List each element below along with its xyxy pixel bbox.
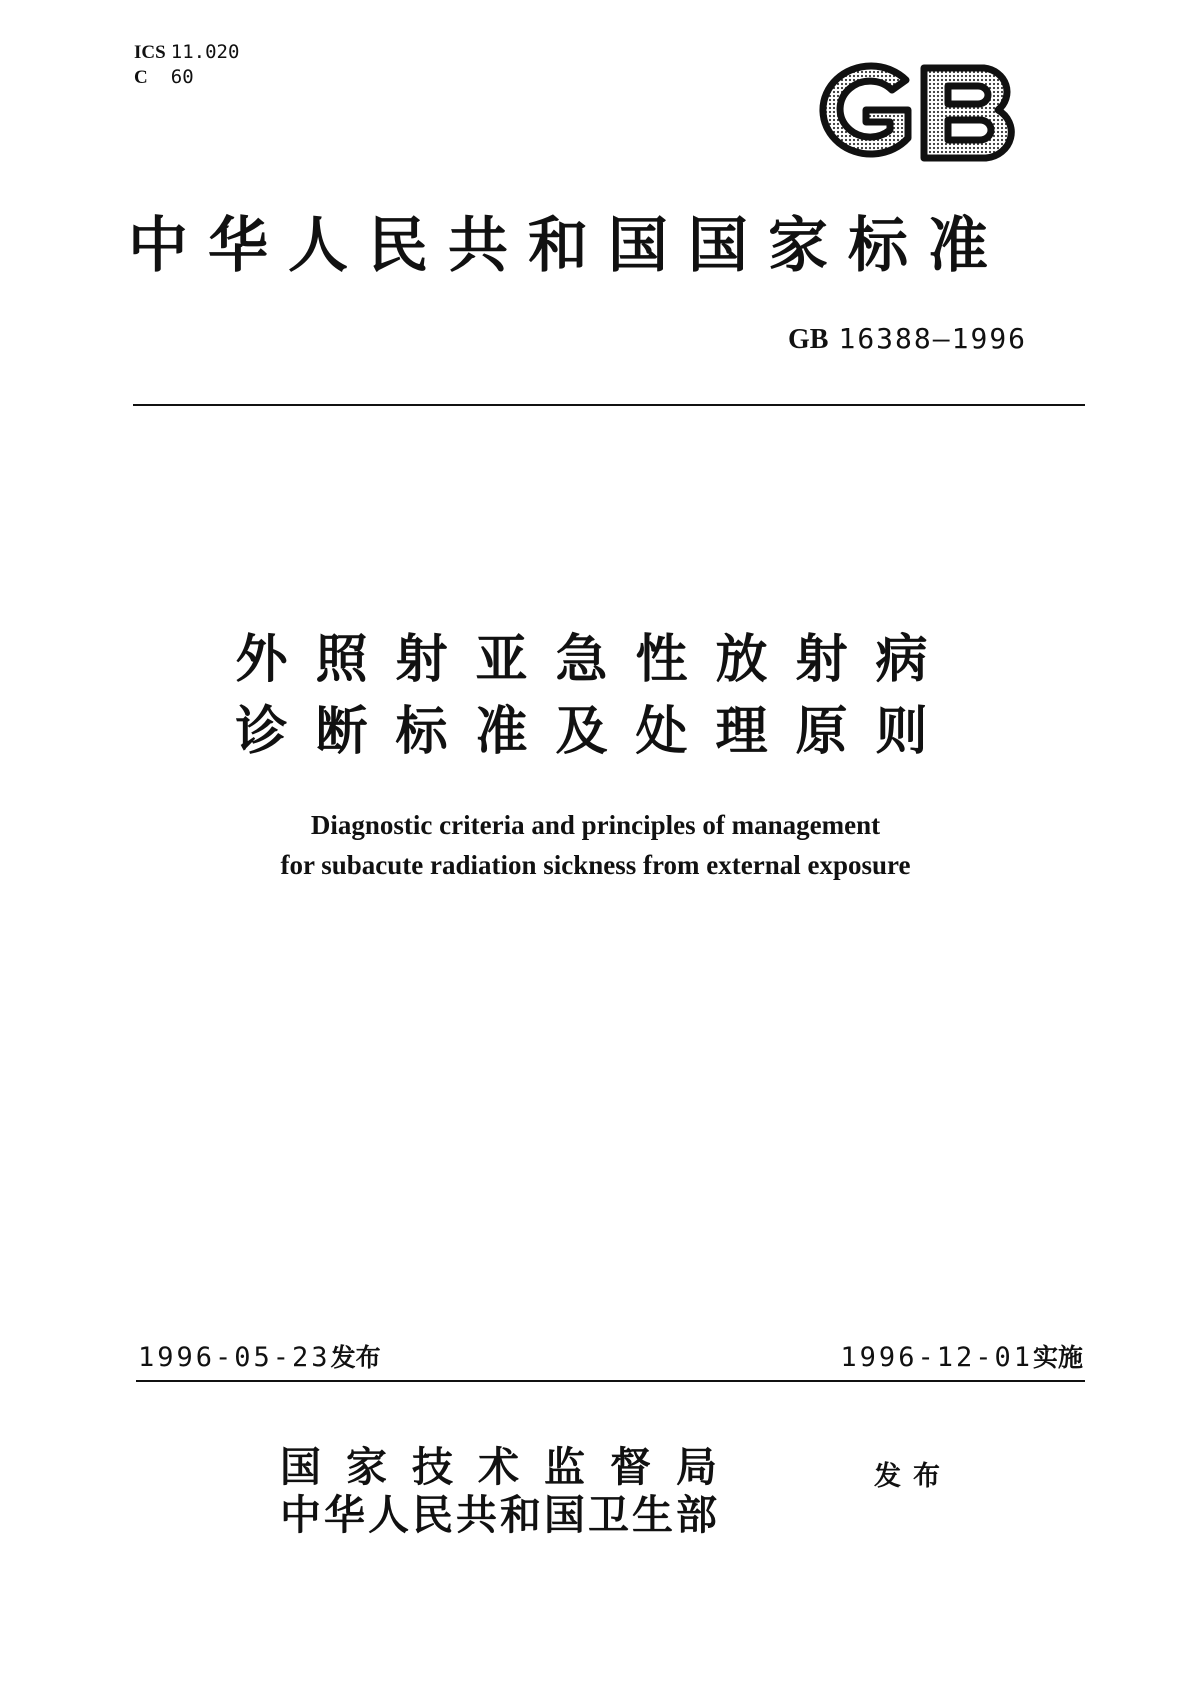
issue-date [138, 1338, 381, 1374]
ics-line [134, 40, 239, 65]
standard-prefix: GB [788, 324, 829, 355]
national-standard-heading: 中华人民共和国国家标准 [128, 211, 1008, 281]
ccs-value: 60 [170, 66, 194, 88]
ccs-line [134, 65, 239, 90]
issuer-verb: 发布 [874, 1461, 952, 1492]
classification-codes [134, 40, 239, 90]
chinese-title-line-1: 外照射亚急性放射病 [235, 630, 956, 690]
standard-number [788, 322, 1027, 356]
ics-value: 11.020 [170, 41, 240, 63]
english-title-line-2: for subacute radiation sickness from external exposure [280, 850, 911, 880]
bottom-divider [136, 1380, 1085, 1382]
issue-date-value: 1996-05-23 [138, 1342, 331, 1373]
issue-date-label: 发布 [330, 1343, 381, 1372]
gb-logo-icon [808, 58, 1020, 168]
implementation-date-label: 实施 [1032, 1343, 1083, 1372]
issuer-line-1: 国家技术监督局 [280, 1443, 742, 1491]
ccs-label: C [134, 67, 148, 88]
top-divider [133, 404, 1085, 406]
chinese-title-line-2: 诊断标准及处理原则 [235, 702, 956, 762]
standard-code: 16388—1996 [838, 322, 1028, 355]
issuer-line-2: 中华人民共和国卫生部 [280, 1491, 720, 1539]
english-title-line-1: Diagnostic criteria and principles of management [310, 810, 881, 840]
implementation-date [840, 1338, 1083, 1374]
implementation-date-value: 1996-12-01 [840, 1342, 1033, 1373]
ics-label: ICS [134, 42, 166, 63]
